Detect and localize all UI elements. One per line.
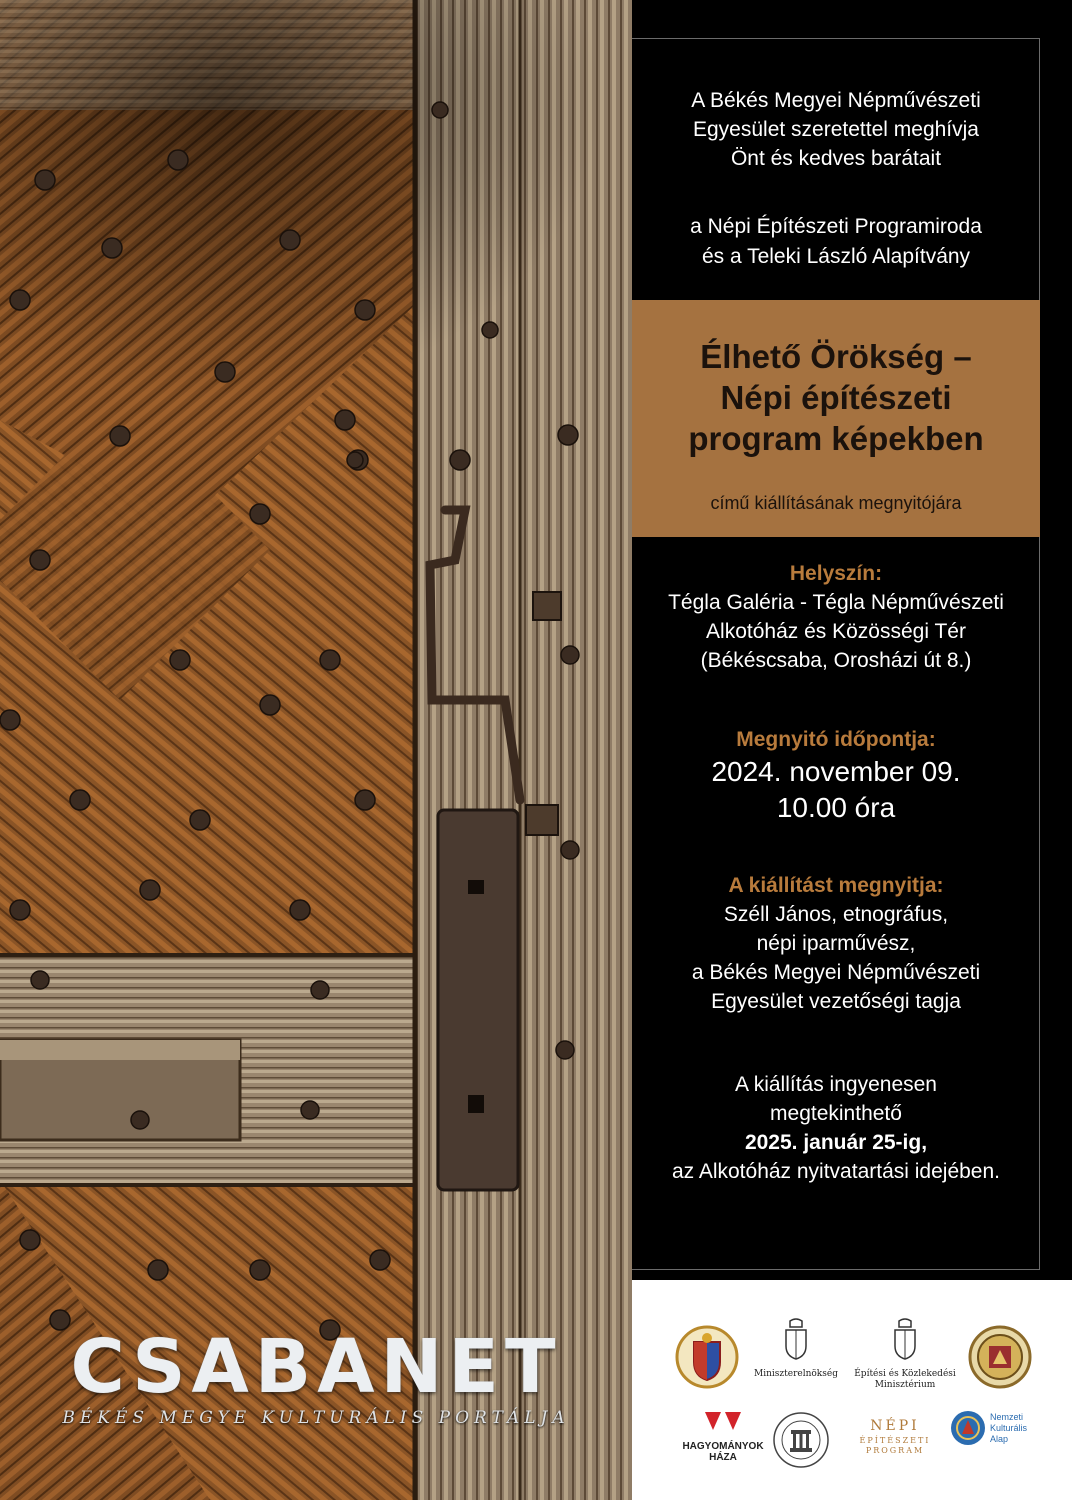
- hagyomanyok-caption-line1: HAGYOMÁNYOK: [682, 1441, 764, 1452]
- free-line: az Alkotóház nyitvatartási idejében.: [671, 1160, 1001, 1183]
- free-line: A kiállítás ingyenesen: [735, 1073, 937, 1096]
- free-line: megtekinthető: [770, 1102, 902, 1125]
- nepi-logo-line2: ÉPÍTÉSZETI: [859, 1436, 931, 1445]
- nepi-epiteszeti-program-logo: [850, 1414, 940, 1456]
- opener-line: Széll János, etnográfus,: [723, 903, 949, 926]
- folk-art-association-seal-icon: [768, 1410, 834, 1475]
- transport-ministry-crest-icon: [850, 1318, 960, 1391]
- venue-section: [632, 560, 1040, 675]
- opening-section: [632, 726, 1040, 826]
- ministry2-caption-line2: Minisztérium: [874, 1380, 936, 1390]
- nepi-logo-line1: NÉPI: [870, 1418, 920, 1434]
- opening-label: Megnyitó időpontja:: [736, 728, 936, 751]
- watermark-subtitle: BÉKÉS MEGYE KULTURÁLIS PORTÁLJA: [62, 1408, 570, 1428]
- opening-date: 2024. november 09.: [711, 756, 961, 787]
- ministry1-caption: Miniszterelnökség: [754, 1369, 838, 1379]
- sponsor-logos: [632, 1280, 1072, 1500]
- title-line: Népi építészeti: [720, 379, 952, 416]
- intro-line: Egyesület szeretettel meghívja: [693, 118, 979, 141]
- exhibition-subtitle: című kiállításának megnyitójára: [710, 493, 962, 513]
- bekes-county-crest-icon: [674, 1324, 740, 1395]
- nepi-logo-line3: PROGRAM: [865, 1446, 925, 1455]
- opener-line: Egyesület vezetőségi tagja: [711, 990, 961, 1013]
- hagyomanyok-haza-logo: [680, 1410, 766, 1463]
- opening-time: 10.00 óra: [776, 792, 896, 823]
- invitation-intro: [632, 86, 1040, 173]
- title-line: Élhető Örökség –: [700, 338, 972, 375]
- opener-label: A kiállítást megnyitja:: [728, 874, 944, 897]
- ministry-crest-icon: [750, 1318, 842, 1380]
- opener-line: népi iparművész,: [756, 932, 916, 955]
- free-entry-section: [632, 1070, 1040, 1186]
- intro-line: Önt és kedves barátait: [730, 147, 942, 170]
- intro-line: A Békés Megyei Népművészeti: [691, 89, 981, 112]
- venue-line: Alkotóház és Közösségi Tér: [706, 620, 966, 643]
- nka-line2: Kulturális: [990, 1423, 1028, 1433]
- foundation-seal-icon: [967, 1324, 1033, 1395]
- venue-label: Helyszín:: [789, 562, 883, 585]
- exhibition-title-band: [632, 300, 1040, 537]
- organizer-line: és a Teleki László Alapítvány: [701, 245, 971, 268]
- ministry2-caption-line1: Építési és Közlekedési: [854, 1369, 956, 1379]
- watermark-title: CSABANET: [70, 1324, 562, 1410]
- exhibition-title: [632, 336, 1040, 459]
- nka-line3: Alap: [990, 1434, 1009, 1444]
- free-until-date: 2025. január 25-ig,: [744, 1131, 928, 1154]
- title-line: program képekben: [688, 420, 984, 457]
- venue-line: Tégla Galéria - Tégla Népművészeti: [668, 591, 1004, 614]
- opener-line: a Békés Megyei Népművészeti: [691, 961, 981, 984]
- nka-line1: Nemzeti: [990, 1412, 1024, 1422]
- venue-line: (Békéscsaba, Orosházi út 8.): [700, 649, 972, 672]
- opener-section: [632, 872, 1040, 1016]
- csabanet-watermark: [0, 1324, 632, 1440]
- hagyomanyok-caption-line2: HÁZA: [709, 1452, 737, 1463]
- organizer-line: a Népi Építészeti Programiroda: [690, 215, 982, 238]
- organizers: [632, 212, 1040, 272]
